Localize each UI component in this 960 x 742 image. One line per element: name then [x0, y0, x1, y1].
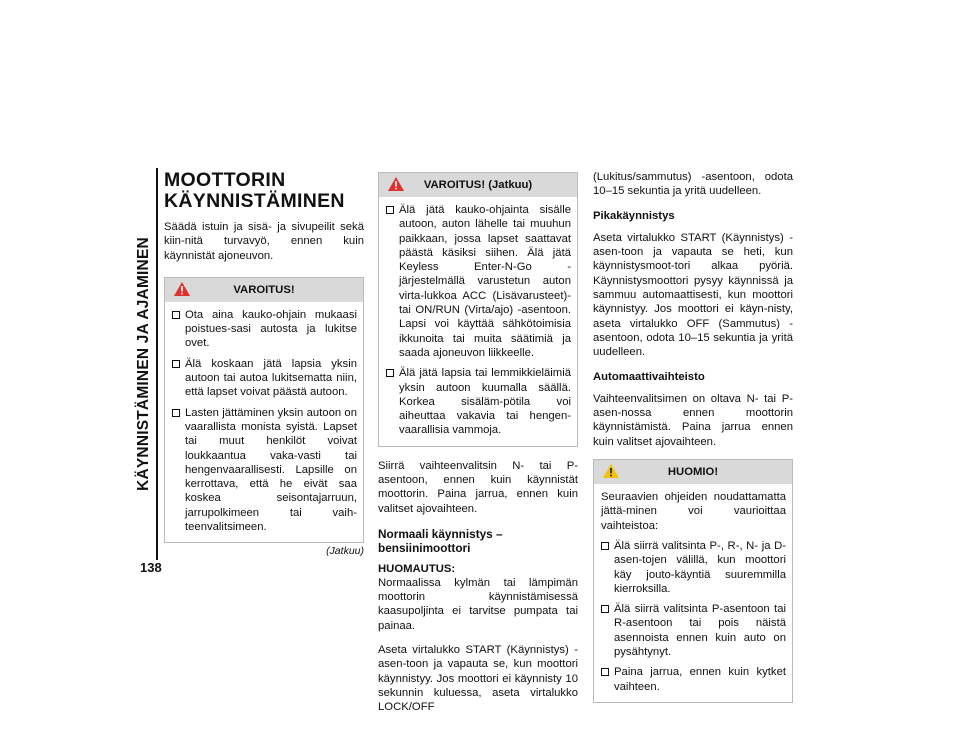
list-item: [172, 308, 357, 351]
subheading: Pikakäynnistys: [593, 209, 675, 222]
warning-list: [172, 308, 357, 534]
warning-continued-title: VAROITUS! (Jatkuu): [423, 179, 533, 191]
section-heading: Normaali käynnistys – bensiinimoottori: [378, 526, 503, 556]
side-tab-divider: [156, 168, 158, 560]
section-side-tab: [134, 168, 158, 560]
intro-paragraph: Säädä istuin ja sisä- ja sivupeilit sekä kiin-nitä turvavyö, ennen kuin käynnistät ajoneuvon.: [164, 221, 364, 262]
list-item-text: Älä jätä lapsia tai lemmikkieläimiä yksin autoon kuumalla säällä. Korkea sisäläm-pötila voi aiheuttaa vakavia tai hengen-vaarallisia vammoja.: [399, 367, 571, 437]
square-bullet-icon: [172, 311, 180, 319]
list-item-text: Älä siirrä valitsinta P-asentoon tai R-asentoon tai pois näistä asennoista ennen kuin auto on pysähtynyt.: [614, 603, 786, 659]
subheading: Automaattivaihteisto: [593, 370, 705, 383]
notice-header: [594, 460, 792, 484]
caution-triangle-icon: [602, 463, 620, 479]
column-1: [164, 170, 364, 559]
warning-continued-box: [378, 172, 578, 447]
list-item-text: Paina jarrua, ennen kuin kytket vaihteen.: [614, 666, 786, 693]
page-title: [164, 170, 364, 212]
page-title-line-2: KÄYNNISTÄMINEN: [164, 190, 345, 212]
body-paragraph: Aseta virtalukko START (Käynnistys) -asen-toon ja vapauta se heti, kun käynnistysmoot-tori alkaa pyöriä. Käynnistysmoottori pysyy käynnissä ja sammuu automaattisesti, kun moottori käynnistyy. Jos moottori ei käyn-nisty, aseta virtalukko OFF (Sammutus) -asentoon, odota 10–15 sekuntia ja yritä uudelleen.: [593, 231, 793, 359]
warning-continued-header: [379, 173, 577, 197]
list-item: [601, 602, 786, 659]
warning-triangle-icon: [387, 176, 405, 192]
list-item-text: Ota aina kauko-ohjain mukaasi poistues-sasi autosta ja lukitse ovet.: [185, 308, 357, 350]
list-item: [601, 665, 786, 694]
body-paragraph: Vaihteenvalitsimen on oltava N- tai P-asen-nossa ennen moottorin käynnistämistä. Paina jarrua ennen kuin valitset ajovaihteen.: [593, 392, 793, 448]
notice-box: [593, 459, 793, 703]
body-paragraph: Siirrä vaihteenvalitsin N- tai P-asentoon, ennen kuin käynnistät moottorin. Paina jarrua, ennen kuin valitset ajovaihteen.: [378, 459, 578, 515]
square-bullet-icon: [601, 668, 609, 676]
note-label: HUOMAUTUS:: [378, 562, 456, 575]
warning-body: [165, 302, 363, 542]
warning-box: [164, 277, 364, 543]
list-item: [386, 366, 571, 437]
list-item: [386, 203, 571, 360]
notice-list: [601, 539, 786, 694]
column-3: [593, 170, 793, 703]
list-item-text: Lasten jättäminen yksin autoon on vaarallista monista syistä. Lapset tai muut henkilöt voivat loukkaantua vaka-vasti tai hengenvaarallisesti. Lapsille on kerrottava, että he eivät saa koskea seisontajarruun, jarrupolkimeen tai vaih-teenvalitsimeen.: [185, 406, 357, 534]
column-2: [378, 170, 578, 725]
list-item-text: Älä koskaan jätä lapsia yksin autoon tai autoa lukitsematta niin, että lapset voivat päästä autoon.: [185, 357, 357, 399]
notice-title: HUOMIO!: [667, 466, 719, 479]
notice-intro: Seuraavien ohjeiden noudattamatta jättä-minen voi vaurioittaa vaihteistoa:: [601, 491, 786, 532]
warning-continued-body: [379, 197, 577, 446]
square-bullet-icon: [172, 360, 180, 368]
list-item: [172, 406, 357, 535]
square-bullet-icon: [601, 605, 609, 613]
list-item: [601, 539, 786, 596]
body-paragraph: (Lukitus/sammutus) -asentoon, odota 10–15 sekuntia ja yritä uudelleen.: [593, 171, 793, 198]
list-item: [172, 357, 357, 400]
warning-triangle-icon: [173, 281, 191, 297]
notice-body: [594, 484, 792, 702]
square-bullet-icon: [386, 369, 394, 377]
note-paragraph: Normaalissa kylmän tai lämpimän moottorin käynnistämisessä kaasupoljinta ei tarvitse pumpata tai painaa.: [378, 576, 578, 632]
square-bullet-icon: [601, 542, 609, 550]
square-bullet-icon: [386, 206, 394, 214]
page-title-line-1: MOOTTORIN: [164, 169, 286, 191]
square-bullet-icon: [172, 409, 180, 417]
warning-continued-list: [386, 203, 571, 438]
warning-title: VAROITUS!: [233, 283, 295, 296]
warning-header: [165, 278, 363, 302]
body-paragraph: Aseta virtalukko START (Käynnistys) -asen-toon ja vapauta se, kun moottori käynnistyy. Jos moottori ei käynnisty 10 sekunnin kuluessa, aseta virtalukko LOCK/OFF: [378, 644, 578, 714]
section-title-vertical: KÄYNNISTÄMINEN JA AJAMINEN: [135, 237, 152, 491]
list-item-text: Älä jätä kauko-ohjainta sisälle autoon, auton lähelle tai muuhun paikkaan, jossa lapset saattavat päästä käsiksi siihen. Älä jätä Keyless Enter-N-Go -järjestelmällä varustetun auton virta-lukkoa ACC (Lisävarusteet)- tai ON/RUN (Virta/ajo) -asentoon. Lapsi voi käyttää sähkötoimisia ikkunoita tai muita säätimiä ja saada ajoneuvon liikkeelle.: [399, 204, 571, 359]
page-number: 138: [140, 560, 162, 575]
list-item-text: Älä siirrä valitsinta P-, R-, N- ja D-asen-tojen välillä, kun moottori käy jouto-käyntiä suuremmilla kierroksilla.: [614, 539, 786, 595]
continued-label: (Jatkuu): [326, 545, 364, 558]
